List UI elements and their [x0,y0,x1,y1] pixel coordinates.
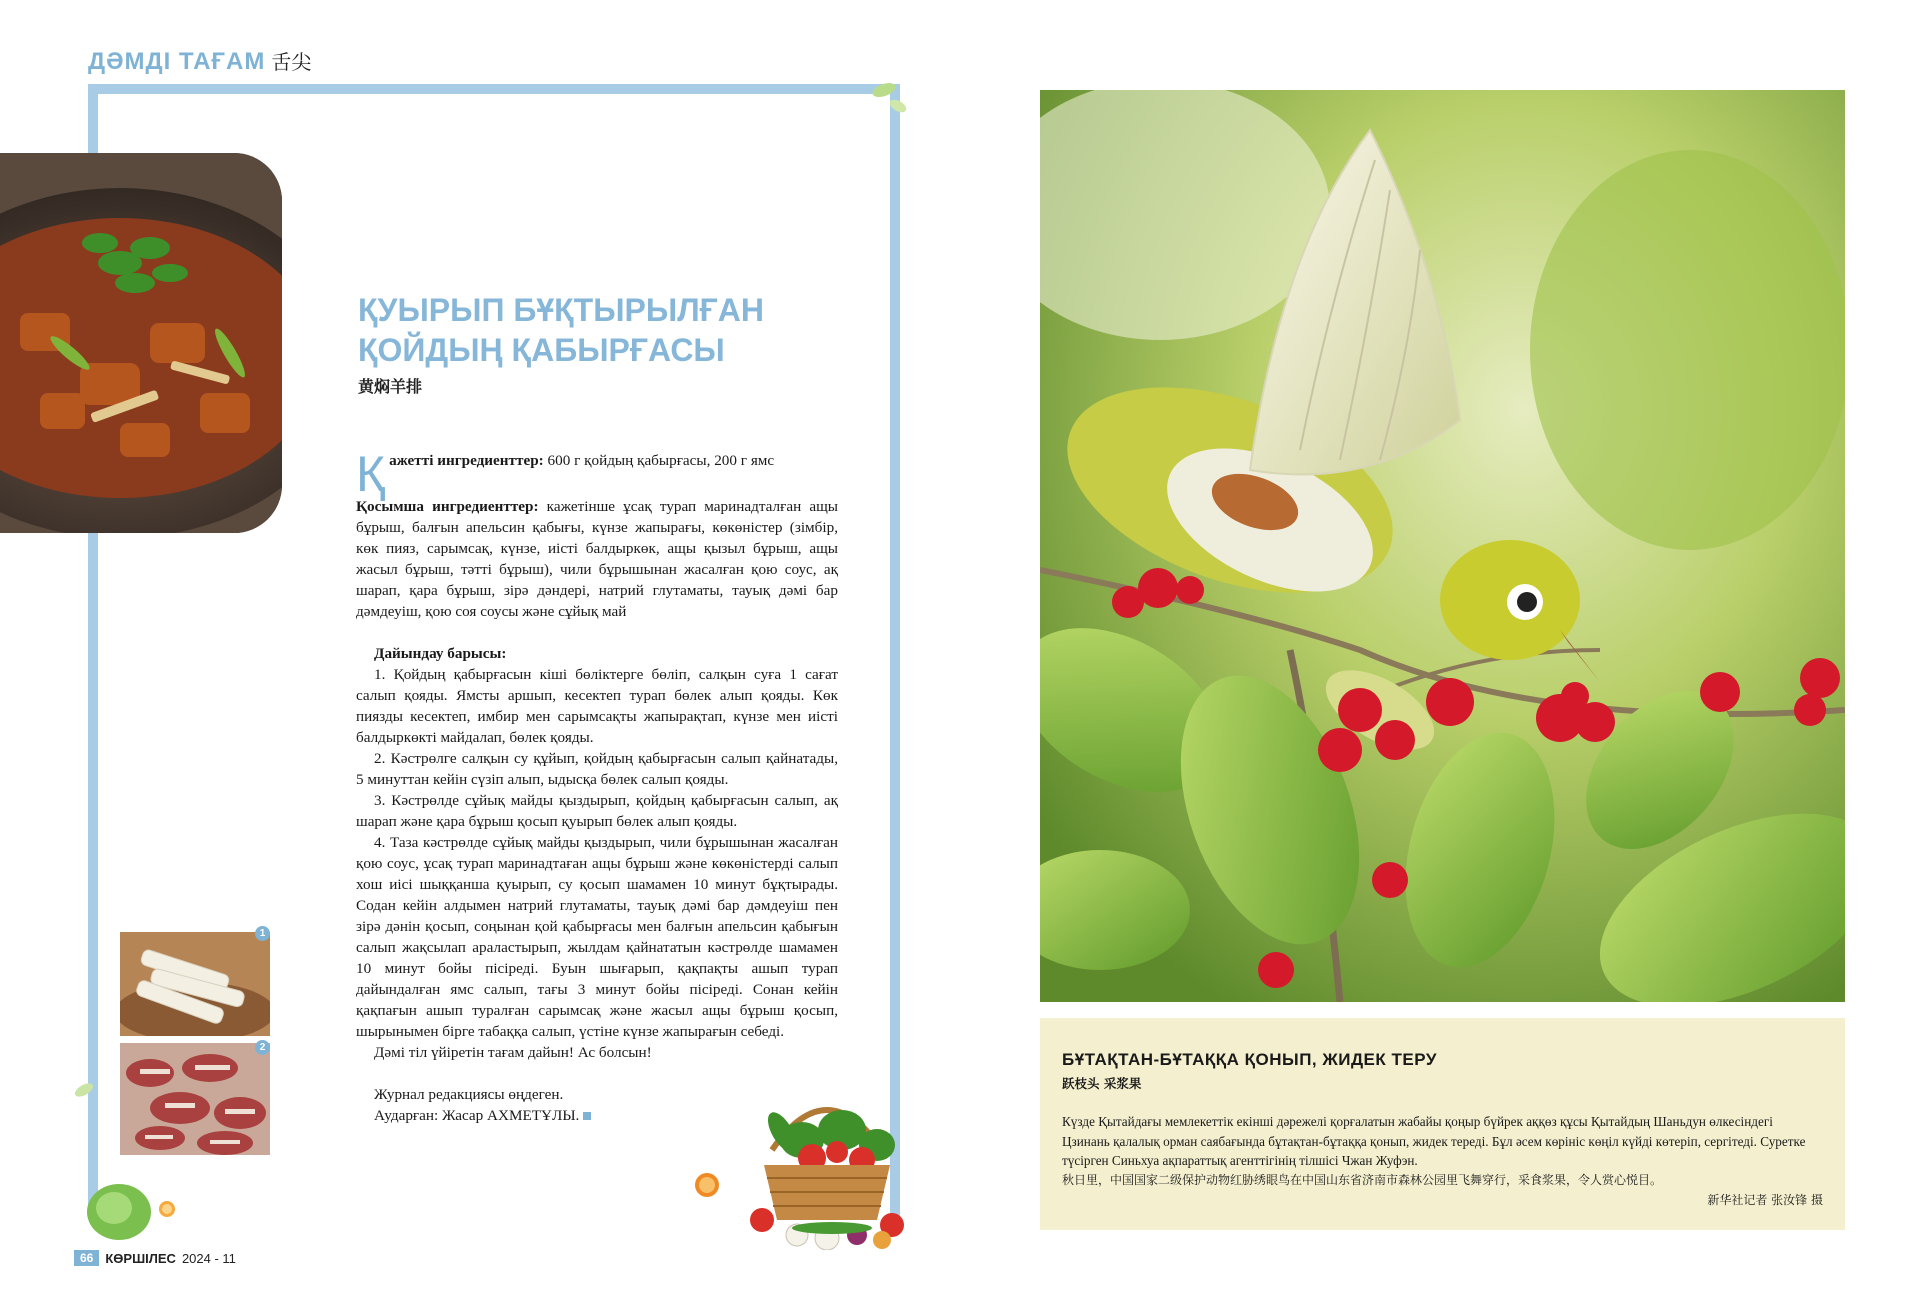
extra-ingredients-text: кажетінше ұсақ турап маринадталған ащы бұрыш, балғын апельсин қабығы, күнзе жапырағы, көкөністер (зімбір, көк пияз, сарымсақ, күнзе, иісті балдыркөк, ащы қызыл бұрыш, ащы жасыл бұрыш, тәтті бұрыш), чили бұрышынан жасалған қою соус, ақ шарап, қара бұрыш, зірә дәндері, натрий глутаматы, тауық дәмі бар дәмдеуіш, қою соя соусы және сұйық май [356,498,838,620]
step-number-1: 1 [255,926,270,941]
step-photo-2 [120,1043,270,1155]
translator-credit: Аударған: Жасар АХМЕТҰЛЫ. [356,1105,838,1126]
extra-ingredients-label: Қосымша ингредиенттер: [356,498,539,515]
leaf-small-icon [72,1080,96,1100]
lettuce-icon [84,1178,154,1242]
recipe-title-cn: 黄焖羊排 [358,377,423,396]
issue-number: 2024 - 11 [181,1250,236,1266]
method-step-2: 2. Кәстрөлге салқын су құйып, қойдың қабырғасын салып қайнатады, 5 минуттан кейін сүзіп алып, ыдысқа бөлек салып қояды. [356,750,838,788]
ingredients-label: ажетті ингредиенттер: [389,452,544,469]
recipe-title [358,290,818,370]
section-header [88,46,311,76]
dish-photo [0,153,282,533]
ingredients-text: 600 г қойдың қабырғасы, 200 г ямс [543,452,775,469]
photo-caption-box [1040,1018,1845,1230]
photo-caption-title: БҰТАҚТАН-БҰТАҚҚА ҚОНЫП, ЖИДЕК ТЕРУ [1062,1050,1437,1069]
editor-credit: Журнал редакциясы өңдеген. [374,1086,564,1103]
vegetable-basket-illustration [742,1070,912,1250]
photo-caption-title-cn: 跃枝头 采浆果 [1062,1076,1142,1091]
section-title: ДӘМДІ ТАҒАМ [88,48,266,75]
leaf-decoration-icon [868,78,912,118]
photo-caption-text-cn: 秋日里，中国国家二级保护动物红胁绣眼鸟在中国山东省济南市森林公园里飞舞穿行，采食浆果，令人赏心悦目。 [1062,1173,1663,1187]
method-step-4: 4. Таза кәстрөлде сұйық майды қыздырып, чили бұрышынан жасалған қою соус, ұсақ турап маринадтаған ащы бұрыш және көкөністерді салып хош иісі шыққанша қуырып, су қосып шамамен 10 минут бұқтырады. Содан кейін алдымен натрий глутаматы, тауық дәмі бар дәмдеуіш пен зірә дәнін қосып, соңынан қой қабырғасы мен балғын апельсин қабығын салып жақсылап араластырып, жылдам қайнататын кәстрөлде шамамен 10 минут бойы пісіреді. Буын шығарып, қақпақты ашып турап дайындалған ямс салып, тағы 3 минут бойы пісіреді. Сонан кейін қақпағын ашып туралған сарымсақ және жасыл ащы бұрыш қосып, шырынымен бірге табаққа салып, үстіне күнзе жапырағын себеді. [356,834,838,1040]
method-step-1: 1. Қойдың қабырғасын кіші бөліктерге бөліп, салқын суға 1 сағат салып қояды. Ямсты аршып, кесектеп турап бөлек алып қояды. Көк пиязды кесектеп, имбир мен сарымсақты жапырақтап, күнзе мен иісті балдыркөкті майдалап, бөлек қояды. [356,666,838,746]
magazine-name: КӨРШІЛЕС [105,1250,176,1266]
method-step-3: 3. Кәстрөлде сұйық майды қыздырып, қойдың қабырғасын салып, ақ шарап және қара бұрыш қосып қуырып бөлек алып қояды. [356,792,838,830]
step-photo-1 [120,932,270,1036]
step-number-2: 2 [255,1040,270,1055]
orange-slice-small-icon [158,1200,176,1218]
end-mark-icon [583,1112,591,1120]
drop-cap: Қ [356,446,386,502]
photo-credit: 新华社记者 张汝锋 摄 [1707,1193,1823,1207]
page-number: 66 [74,1250,99,1266]
ingredients-paragraph [356,450,838,471]
photo-caption-text: Күзде Қытайдағы мемлекеттік екінші дәрежелі қорғалатын жабайы қоңыр бүйрек аққөз құсы Қытайдың Шаньдун өлкесіндегі Цзинань қалалық орман саябағында бұтақтан-бұтаққа қонып, жидек тереді. Бұл әсем көрініс көңіл күйді көтеріп, сергітеді. Суретке түсірген Синьхуа ақпараттық агенттігінің тілшісі Чжан Жуфэн. [1062,1114,1806,1168]
page-footer [74,1250,236,1266]
recipe-body [356,446,838,1126]
extra-ingredients-paragraph [356,496,838,622]
recipe-title-line-1: ҚУЫРЫП БҰҚТЫРЫЛҒАН [358,292,765,328]
method-label: Дайындау барысы: [374,645,507,662]
bird-photo [1040,90,1845,1002]
section-title-cn: 舌尖 [271,50,312,74]
closing-line: Дәмі тіл үйіретін тағам дайын! Ас болсын! [374,1044,652,1061]
recipe-title-line-2: ҚОЙДЫҢ ҚАБЫРҒАСЫ [358,332,725,368]
orange-slice-icon [694,1172,720,1198]
